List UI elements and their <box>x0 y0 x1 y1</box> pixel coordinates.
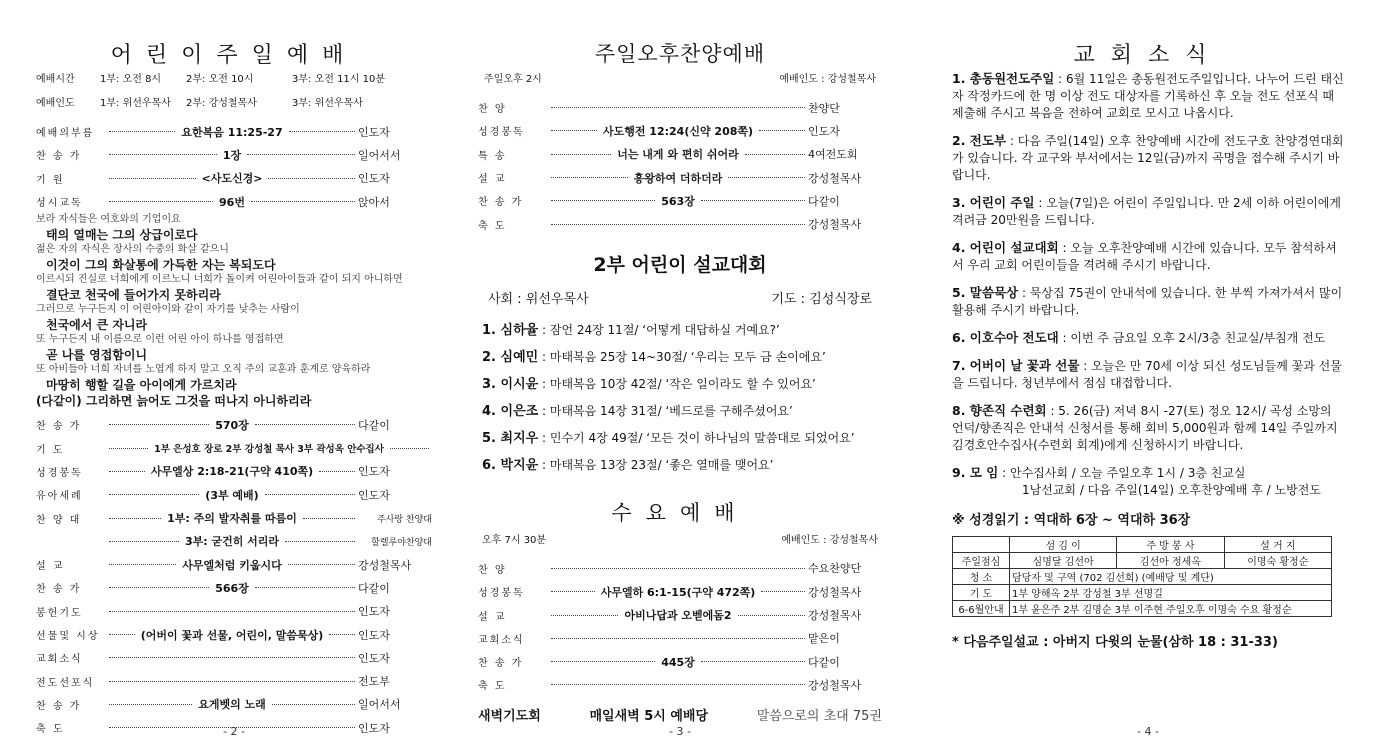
page-number: - 4 - <box>1137 725 1159 738</box>
dot-leader <box>551 638 805 639</box>
reading-line: 또 누구든지 내 이름으로 이런 어린 아이 하나를 영접하면 <box>36 334 284 346</box>
news-heading: 5. 말씀묵상 <box>952 285 1019 300</box>
table-cell: 김선아 정세옥 <box>1117 553 1224 569</box>
dot-leader <box>745 154 805 155</box>
order-person: 일어서서 <box>358 148 401 162</box>
order-row <box>478 650 882 673</box>
news-heading: 9. 모 임 <box>952 465 999 480</box>
order-label: 찬 양 <box>478 564 507 576</box>
news-heading: 2. 전도부 <box>952 133 1007 148</box>
table-cell: 주 방 봉 사 <box>1117 537 1224 553</box>
order-person: 수요찬양단 <box>808 562 862 576</box>
order-row <box>478 189 882 212</box>
order-content: 요한복음 11:25-27 <box>181 125 283 139</box>
talent-item <box>478 344 882 371</box>
table-cell: 주일점심 <box>953 553 1010 569</box>
dot-leader <box>109 657 355 658</box>
wed-lead: 예배인도 : 강성철목사 <box>781 534 878 546</box>
bible-reading: ※ 성경읽기 : 역대하 6장 ~ 역대하 36장 <box>952 513 1191 528</box>
talent-list <box>478 317 882 479</box>
order-person: 전도부 <box>358 675 390 689</box>
order-content: (어버이 꽃과 선물, 어린이, 말씀묵상) <box>140 628 324 642</box>
dot-leader <box>551 615 618 616</box>
wed-head <box>478 529 882 553</box>
lead-label: 예배인도 <box>36 98 75 109</box>
talent-item <box>478 317 882 344</box>
talent-head <box>488 288 872 307</box>
news-heading: 1. 총동원전도주일 <box>952 71 1055 86</box>
page-4-title: 교회소식 <box>1073 43 1223 68</box>
order-row <box>36 553 432 576</box>
order-row <box>36 506 432 529</box>
order-person: 인도자 <box>358 628 390 642</box>
news-item <box>952 194 1344 229</box>
afternoon-head <box>478 68 882 92</box>
dot-leader <box>109 494 199 495</box>
news-item <box>952 402 1344 454</box>
dot-leader <box>551 684 805 685</box>
dot-leader <box>319 471 355 472</box>
dot-leader <box>390 448 429 449</box>
table-row <box>953 601 1332 617</box>
order-person: 인도자 <box>358 721 390 735</box>
order-person: 인도자 <box>358 488 390 502</box>
order-list-1 <box>36 120 432 213</box>
wed-title: 수요예배 <box>611 500 749 525</box>
news-text: : 오늘(7일)은 어린이 주일입니다. 만 2세 이하 어린이에게 격려금 20만원을 드립니다. <box>952 196 1341 227</box>
order-row <box>36 693 432 716</box>
reading-line: 곧 나를 영접함이니 <box>46 348 148 363</box>
order-person: 다같이 <box>358 581 390 595</box>
dot-leader <box>268 178 355 179</box>
order-person: 강성철목사 <box>808 585 862 599</box>
order-label: 성경봉독 <box>36 467 83 479</box>
order-label: 기 원 <box>36 174 65 186</box>
order-person: 인도자 <box>358 651 390 665</box>
dot-leader <box>551 107 805 108</box>
news-heading: 3. 어린이 주일 <box>952 195 1035 210</box>
order-row <box>36 646 432 669</box>
news-text: : 안수집사회 / 오늘 주일오후 1시 / 3층 친교실 <box>1002 466 1246 480</box>
order-person: 다같이 <box>808 655 840 669</box>
dot-leader <box>738 615 805 616</box>
reading-line: 또 아비들아 너희 자녀를 노엽게 하지 말고 오직 주의 교훈과 훈계로 양육하라 <box>36 364 371 376</box>
dot-leader <box>289 131 355 132</box>
time-2: 2부: 오전 10시 <box>186 74 254 85</box>
news-item <box>952 284 1344 319</box>
table-cell: 담당자 및 구역 (702 김선희) (예배당 및 계단) <box>1009 569 1331 585</box>
order-person: 다같이 <box>808 194 840 208</box>
service-schedule-table <box>952 536 1332 617</box>
dot-leader <box>109 178 196 179</box>
order-row <box>478 603 882 626</box>
dot-leader <box>761 591 805 592</box>
order-row <box>36 530 432 553</box>
dawn-time: 매일새벽 5시 예배당 <box>589 708 709 724</box>
dot-leader <box>109 704 192 705</box>
table-cell: 1부 윤은주 2부 김명순 3부 이주현 주일오후 이명숙 수요 황정순 <box>1009 601 1331 617</box>
news-item <box>952 464 1344 499</box>
dot-leader <box>551 591 595 592</box>
order-content: 요게벳의 노래 <box>198 698 266 712</box>
order-content: 사도행전 12:24(신약 208쪽) <box>602 124 754 138</box>
order-content: 566장 <box>215 581 249 595</box>
order-person: 강성철목사 <box>808 609 862 623</box>
table-cell: 청 소 <box>953 569 1010 585</box>
news-text: : 묵상집 75권이 안내석에 있습니다. 한 부씩 가져가셔서 많이 활용해 주시기 바랍니다. <box>952 286 1343 317</box>
order-content: 사무엘상 2:18-21(구약 410쪽) <box>150 465 314 479</box>
talent-text: : 민수기 4장 49절/ ‘모든 것이 하나님의 말씀대로 되었어요’ <box>542 430 855 445</box>
order-content: 1부 은성호 장로 2부 강성철 목사 3부 곽성옥 안수집사 <box>154 444 384 456</box>
order-row <box>36 143 432 166</box>
time-label: 예배시간 <box>36 74 75 85</box>
dot-leader <box>701 200 805 201</box>
order-content: 96번 <box>219 195 245 209</box>
talent-name: 3. 이시윤 <box>482 376 539 392</box>
order-person: 4여전도회 <box>808 148 858 162</box>
order-label: 유아세례 <box>36 491 83 503</box>
order-label: 찬 송 가 <box>36 151 82 163</box>
dot-leader <box>109 154 217 155</box>
order-label: 성시교독 <box>36 198 83 210</box>
order-list-2 <box>36 413 432 739</box>
order-person: 할렐루야찬양대 <box>371 537 432 548</box>
order-content: 사무엘처럼 키웁시다 <box>182 558 282 572</box>
news-text: : 오늘은 만 70세 이상 되신 성도님들께 꽃과 선물을 드립니다. 청년부에서 점심 대접합니다. <box>952 359 1342 390</box>
talent-name: 1. 심하율 <box>482 322 539 338</box>
order-content: 445장 <box>661 655 695 669</box>
order-person: 인도자 <box>358 465 390 479</box>
order-person: 강성철목사 <box>808 678 862 692</box>
reading-line: 이것이 그의 화살통에 가득한 자는 복되도다 <box>46 258 276 273</box>
order-person: 강성철목사 <box>358 558 412 572</box>
reading-line: 이르시되 진실로 너희에게 이르노니 너희가 돌이켜 어린아이들과 같이 되지 아니하면 <box>36 274 403 286</box>
dot-leader <box>701 661 805 662</box>
dot-leader <box>728 177 805 178</box>
order-row <box>36 600 432 623</box>
dot-leader <box>109 131 175 132</box>
talent-name: 4. 이은조 <box>482 403 539 419</box>
reading-line: 결단코 천국에 들어가지 못하리라 <box>46 288 221 303</box>
table-cell: 설 거 지 <box>1224 537 1331 553</box>
news-item <box>952 70 1344 122</box>
order-label: 기 도 <box>36 444 65 456</box>
order-content: 3부: 굳건히 서리라 <box>184 535 280 549</box>
order-content: 아비나답과 오벧에돔2 <box>624 609 732 623</box>
responsive-reading <box>36 213 432 409</box>
table-cell <box>953 537 1010 553</box>
order-label: 축 도 <box>478 220 507 232</box>
talent-text: : 마태복음 25장 14~30절/ ‘우리는 모두 금 손이에요’ <box>542 349 826 364</box>
dot-leader <box>109 518 161 519</box>
lead-2: 2부: 강성철목사 <box>186 98 257 109</box>
order-label: 축 도 <box>478 681 507 693</box>
order-label: 성경봉독 <box>478 588 525 600</box>
order-label: 봉헌기도 <box>36 607 83 619</box>
order-content: 1장 <box>222 148 242 162</box>
table-cell: 섬 김 이 <box>1009 537 1116 553</box>
dot-leader <box>109 634 135 635</box>
order-person: 주사랑 찬양대 <box>376 514 432 525</box>
reading-line: 태의 열매는 그의 상급이로다 <box>46 228 198 243</box>
order-person: 인도자 <box>358 125 390 139</box>
dot-leader <box>272 704 355 705</box>
news-text-2: 1남선교회 / 다음 주일(14일) 오후찬양예배 후 / 노방전도 <box>1022 483 1321 497</box>
table-row <box>953 585 1332 601</box>
talent-name: 5. 최지우 <box>482 430 539 446</box>
news-list <box>952 70 1344 499</box>
order-content: 사무엘하 6:1-15(구약 472쪽) <box>600 585 756 599</box>
order-label: 설 교 <box>478 611 507 623</box>
dot-leader <box>109 611 355 612</box>
dot-leader <box>551 224 805 225</box>
order-label: 설 교 <box>36 561 65 573</box>
talent-text: : 마태복음 10장 42절/ ‘작은 일이라도 할 수 있어요’ <box>542 376 816 391</box>
order-row <box>36 460 432 483</box>
reading-line: 젊은 자의 자식은 장사의 수중의 화살 같으니 <box>36 244 229 256</box>
news-heading: 4. 어린이 설교대회 <box>952 240 1059 255</box>
news-text: : 이번 주 금요일 오후 2시/3층 친교실/부침개 전도 <box>1062 331 1326 345</box>
order-row <box>36 167 432 190</box>
next-sermon: * 다음주일설교 : 아버지 다윗의 눈물(삼하 18 : 31-33) <box>952 635 1278 650</box>
order-content: 570장 <box>215 418 249 432</box>
service-lead-row <box>36 92 432 116</box>
news-heading: 8. 향존직 수련회 <box>952 403 1047 418</box>
talent-text: : 잠언 24장 11절/ ‘어떻게 대답하실 거예요?’ <box>542 322 780 337</box>
time-3: 3부: 오전 11시 10분 <box>292 74 386 85</box>
dot-leader <box>109 471 145 472</box>
news-text: : 6월 11일은 총동원전도주일입니다. 나누어 드린 태신자 작정카드에 한 명 이상 전도 대상자를 기록하신 후 오늘 전도 선포식 때 제출해 주시고 복음을 전하여 교회로 모시고 나옵시다. <box>952 72 1344 120</box>
lead-1: 1부: 위선우목사 <box>100 98 171 109</box>
dot-leader <box>109 541 179 542</box>
order-label: 교회소식 <box>478 634 525 646</box>
order-row <box>478 143 882 166</box>
dot-leader <box>247 154 355 155</box>
order-label: 선물및 시상 <box>36 631 100 642</box>
talent-text: : 마태복음 13장 23절/ ‘좋은 열매를 맺어요’ <box>542 457 774 472</box>
news-text: : 다음 주일(14일) 오후 찬양예배 시간에 전도구호 찬양경연대회가 있습니다. 각 교구와 부서에서는 12일(금)까지 곡명을 접수해 주시기 바랍니다. <box>952 134 1344 182</box>
page-3 <box>478 0 882 754</box>
dot-leader <box>329 634 355 635</box>
dawn-prayer-row <box>478 705 882 724</box>
order-row <box>36 190 432 213</box>
order-content: (3부 예배) <box>205 488 259 502</box>
table-cell: 6-6월안내 <box>953 601 1010 617</box>
dot-leader <box>759 130 805 131</box>
order-row <box>478 557 882 580</box>
order-row <box>478 212 882 235</box>
dot-leader <box>551 568 805 569</box>
dawn-label: 새벽기도회 <box>478 708 541 724</box>
news-heading: 7. 어버이 날 꽃과 선물 <box>952 358 1080 373</box>
order-person: 인도자 <box>808 124 840 138</box>
dot-leader <box>109 424 209 425</box>
news-heading: 6. 이호수아 전도대 <box>952 330 1059 345</box>
talent-name: 2. 심예민 <box>482 349 539 365</box>
talent-item <box>478 452 882 479</box>
wed-order <box>478 557 882 697</box>
reading-line: (다같이) 그리하면 늙어도 그것을 떠나지 아니하리라 <box>36 394 312 409</box>
reading-line: 그러므로 누구든지 이 어린아이와 같이 자기를 낮추는 사람이 <box>36 304 300 316</box>
talent-prayer: 기도 : 김성식장로 <box>771 291 872 307</box>
order-label: 찬 송 가 <box>478 197 524 209</box>
reading-line: 천국에서 큰 자니라 <box>46 318 148 333</box>
order-label: 찬 양 <box>478 104 507 116</box>
order-label: 찬 송 가 <box>36 584 82 596</box>
table-row <box>953 553 1332 569</box>
order-row <box>36 436 432 459</box>
order-row <box>36 576 432 599</box>
order-row <box>36 483 432 506</box>
talent-item <box>478 371 882 398</box>
afternoon-order <box>478 96 882 236</box>
order-row <box>478 673 882 696</box>
order-content: 너는 내게 와 편히 쉬어라 <box>617 148 739 162</box>
dot-leader <box>551 177 628 178</box>
dot-leader <box>288 564 355 565</box>
reading-line: 마땅히 행할 길을 아이에게 가르치라 <box>46 378 237 393</box>
order-person: 앉아서 <box>358 195 390 209</box>
order-row <box>478 166 882 189</box>
order-person: 강성철목사 <box>808 218 862 232</box>
news-item <box>952 357 1344 392</box>
time-1: 1부: 오전 8시 <box>100 74 162 85</box>
order-label: 찬 양 대 <box>36 514 82 526</box>
order-label: 예배의부름 <box>36 128 95 140</box>
table-header-row <box>953 537 1332 553</box>
dot-leader <box>109 448 148 449</box>
afternoon-time: 주일오후 2시 <box>484 74 542 85</box>
order-person: 맡은이 <box>808 632 840 646</box>
dot-leader <box>265 494 355 495</box>
order-row <box>36 669 432 692</box>
order-label: 축 도 <box>36 724 65 736</box>
news-text: : 오늘 오후찬양예배 시간에 있습니다. 모두 참석하셔서 우리 교회 어린이들을 격려해 주시기 바랍니다. <box>952 241 1337 272</box>
news-item <box>952 239 1344 274</box>
order-label: 전도선포식 <box>36 677 95 689</box>
order-row <box>478 119 882 142</box>
page-2-title: 어린이주일예배 <box>110 43 358 68</box>
page-number: - 2 - <box>223 725 245 738</box>
talent-item <box>478 425 882 452</box>
order-label: 특 송 <box>478 150 507 162</box>
order-label: 찬 송 가 <box>36 700 82 712</box>
page-4 <box>952 0 1344 754</box>
order-person: 일어서서 <box>358 698 401 712</box>
order-row <box>36 413 432 436</box>
order-person: 인도자 <box>358 605 390 619</box>
page-3-title: 주일오후찬양예배 <box>594 42 766 66</box>
dot-leader <box>551 661 655 662</box>
dot-leader <box>109 201 213 202</box>
wed-time: 오후 7시 30분 <box>482 534 547 546</box>
talent-text: : 마태복음 14장 31절/ ‘베드로를 구해주셨어요’ <box>542 403 793 418</box>
order-content: 흥왕하여 더하더라 <box>633 171 723 185</box>
dot-leader <box>109 681 355 682</box>
table-cell: 이명숙 황정순 <box>1224 553 1331 569</box>
order-content: <사도신경> <box>201 172 263 186</box>
order-row <box>36 120 432 143</box>
news-text: : 5. 26(금) 저녁 8시 -27(토) 정오 12시/ 곡성 소망의 언덕/향존직은 안내석 신청서를 통해 회비 5,000원과 함께 14일 주일까지 김경호안수집사(수련회 회계)에게 신청하시기 바랍니다. <box>952 404 1338 452</box>
dot-leader <box>551 130 597 131</box>
talent-title: 2부 어린이 설교대회 <box>593 253 767 276</box>
order-person: 강성철목사 <box>808 171 862 185</box>
page-2 <box>36 0 432 754</box>
order-label: 성경봉독 <box>478 127 525 139</box>
dot-leader <box>251 201 355 202</box>
order-row <box>478 580 882 603</box>
news-item <box>952 132 1344 184</box>
table-cell: 심명달 김선아 <box>1009 553 1116 569</box>
order-label: 설 교 <box>478 174 507 186</box>
order-row <box>478 627 882 650</box>
dot-leader <box>255 587 355 588</box>
news-item <box>952 329 1344 347</box>
order-label: 찬 송 가 <box>478 658 524 670</box>
talent-name: 6. 박지윤 <box>482 457 539 473</box>
dot-leader <box>285 541 355 542</box>
dot-leader <box>551 154 611 155</box>
service-time-row <box>36 68 432 92</box>
table-row <box>953 569 1332 585</box>
order-person: 다같이 <box>358 418 390 432</box>
order-label: 찬 송 가 <box>36 421 82 433</box>
table-cell: 기 도 <box>953 585 1010 601</box>
order-content: 1부: 주의 발자취를 따름이 <box>167 512 297 526</box>
talent-item <box>478 398 882 425</box>
dot-leader <box>551 200 655 201</box>
order-person: 찬양단 <box>808 101 840 115</box>
afternoon-lead: 예배인도 : 강성철목사 <box>779 74 876 85</box>
talent-host: 사회 : 위선우목사 <box>488 291 589 307</box>
order-label: 교회소식 <box>36 654 83 666</box>
order-content: 563장 <box>661 194 695 208</box>
table-cell: 1부 양해옥 2부 강성철 3부 선명길 <box>1009 585 1331 601</box>
lead-3: 3부: 위선우목사 <box>292 98 363 109</box>
reading-line: 보라 자식들은 여호와의 기업이요 <box>36 214 181 226</box>
order-row <box>36 623 432 646</box>
order-person: 인도자 <box>358 172 390 186</box>
dot-leader <box>109 587 209 588</box>
dot-leader <box>255 424 355 425</box>
order-row <box>478 96 882 119</box>
dawn-note: 말씀으로의 초대 75권 <box>756 708 882 724</box>
dot-leader <box>303 518 355 519</box>
page-number: - 3 - <box>669 725 691 738</box>
dot-leader <box>109 564 176 565</box>
